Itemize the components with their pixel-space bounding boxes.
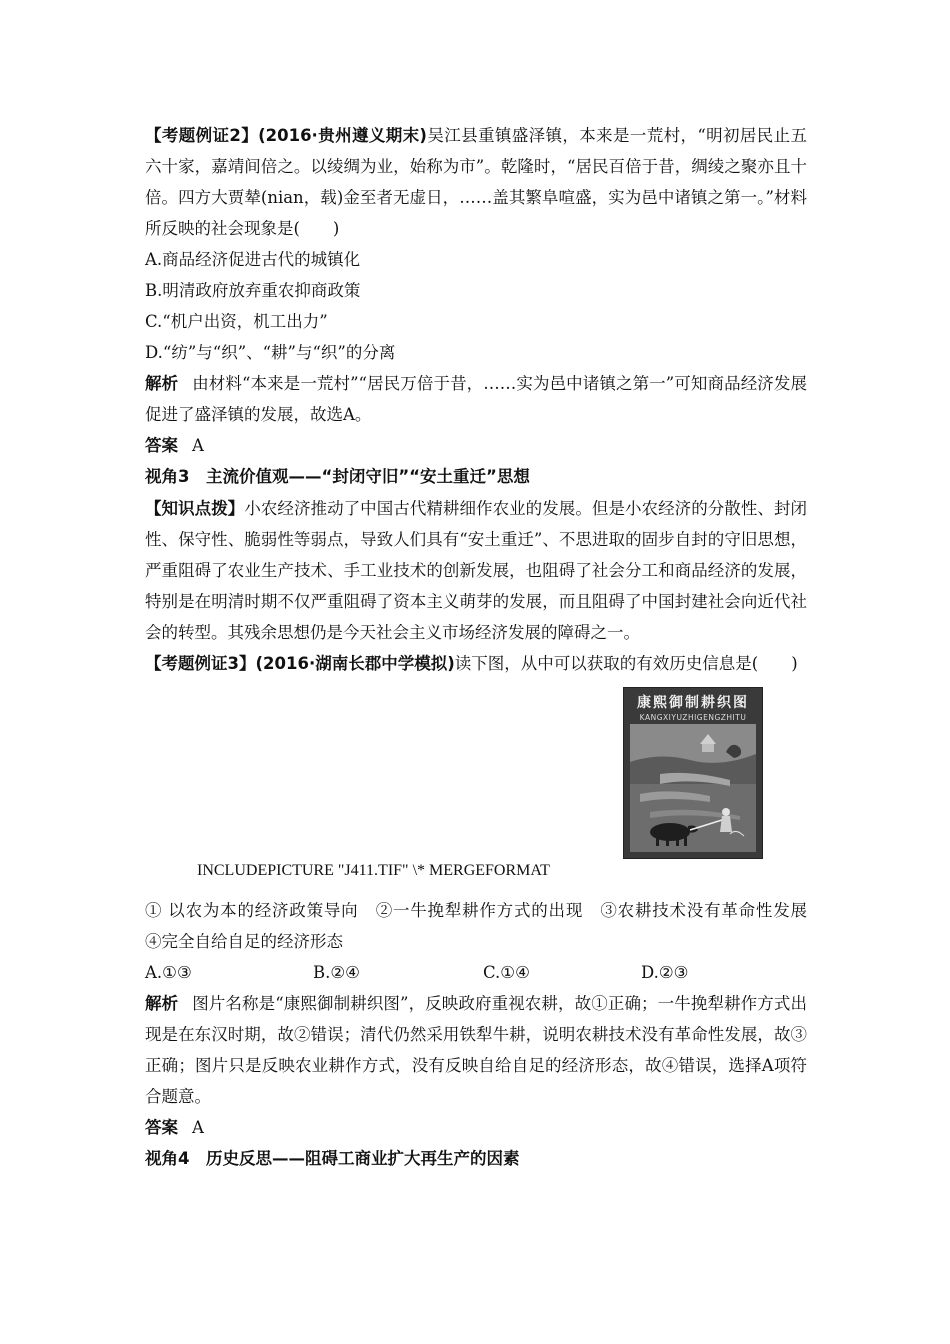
knowledge-tag: 【知识点拨】: [145, 499, 245, 518]
example-2-text: 吴江县重镇盛泽镇，本来是一荒村，“明初居民止五六十家，嘉靖间倍之。以绫绸为业，始称为市”。乾隆时，“居民百倍于昔，绸绫之聚亦且十倍。四方大贾辇(nian，载)金至者无虚日，……盖其繁阜喧盛，实为邑中诸镇之第一。”材料所反映的社会现象是( ): [145, 126, 807, 238]
example-2-analysis-label: 解析: [145, 374, 179, 393]
example-3-option-b: B.②④: [313, 963, 360, 982]
example-2-tag: 【考题例证2】: [145, 126, 259, 145]
include-picture-field: INCLUDEPICTURE "J411.TIF" \* MERGEFORMAT: [197, 862, 550, 879]
kangxi-painting-image: [623, 687, 763, 859]
example-3-option-c: C.①④: [483, 963, 530, 982]
example-2-option-b: B.明清政府放弃重农抑商政策: [145, 281, 361, 300]
example-3-answer-value: A: [192, 1118, 204, 1137]
view-3-heading: 视角3 主流价值观——“封闭守旧”“安土重迁”思想: [145, 467, 530, 486]
figure-title: 康熙御制耕织图: [637, 695, 749, 711]
knowledge-point: [145, 493, 807, 648]
example-3-source: (2016·湖南长郡中学模拟): [255, 654, 455, 673]
example-3-answer-label: 答案: [145, 1118, 178, 1137]
example-2-analysis: [145, 368, 807, 430]
example-3-tag: 【考题例证3】: [145, 654, 256, 673]
example-3-option-a: A.①③: [145, 963, 192, 982]
example-2-analysis-text: 由材料“本来是一荒村”“居民万倍于昔，……实为邑中诸镇之第一”可知商品经济发展促进了盛泽镇的发展，故选A。: [145, 374, 807, 424]
document-page: [145, 120, 824, 1175]
example-2-option-a: A.商品经济促进古代的城镇化: [145, 250, 361, 269]
example-3-question: [145, 648, 807, 679]
knowledge-text: 小农经济推动了中国古代精耕细作农业的发展。但是小农经济的分散性、封闭性、保守性、脆弱性等弱点，导致人们具有“安土重迁”、不思进取的固步自封的守旧思想，严重阻碍了农业生产技术、手工业技术的创新发展，也阻碍了社会分工和商品经济的发展，特别是在明清时期不仅严重阻碍了资本主义萌芽的发展，而且阻碍了中国封建社会向近代社会的转型。其残余思想仍是今天社会主义市场经济发展的障碍之一。: [145, 499, 808, 642]
example-3-statements: ① 以农为本的经济政策导向 ②一牛挽犁耕作方式的出现 ③农耕技术没有革命性发展 ④完全自给自足的经济形态: [145, 901, 824, 951]
farming-scene-illustration: [630, 724, 756, 852]
example-2-source: (2016·贵州遵义期末): [258, 126, 427, 145]
example-2-question: [145, 120, 807, 244]
example-2-answer: [145, 430, 807, 461]
example-3-analysis-text: 图片名称是“康熙御制耕织图”，反映政府重视农耕，故①正确；一牛挽犁耕作方式出现是在东汉时期，故②错误；清代仍然采用铁犁牛耕，说明农耕技术没有革命性发展，故③正确；图片只是反映农业耕作方式，没有反映自给自足的经济形态，故④错误，选择A项符合题意。: [145, 994, 808, 1106]
example-2-option-c: C.“机户出资，机工出力”: [145, 312, 328, 331]
example-2-answer-value: A: [192, 436, 204, 455]
example-3-analysis: [145, 988, 807, 1112]
example-3-options: [145, 957, 807, 988]
figure-area: [145, 679, 807, 895]
example-3-text: 读下图，从中可以获取的有效历史信息是( ): [454, 654, 798, 673]
example-3-option-d: D.②③: [641, 963, 689, 982]
figure-subtitle: KANGXIYUZHIGENGZHITU: [639, 713, 747, 722]
example-2-answer-label: 答案: [145, 436, 178, 455]
example-3-answer: [145, 1112, 807, 1143]
example-2-option-d: D.“纺”与“织”、“耕”与“织”的分离: [145, 343, 396, 362]
example-3-analysis-label: 解析: [145, 994, 179, 1013]
view-4-heading: 视角4 历史反思——阻碍工商业扩大再生产的因素: [145, 1149, 520, 1168]
